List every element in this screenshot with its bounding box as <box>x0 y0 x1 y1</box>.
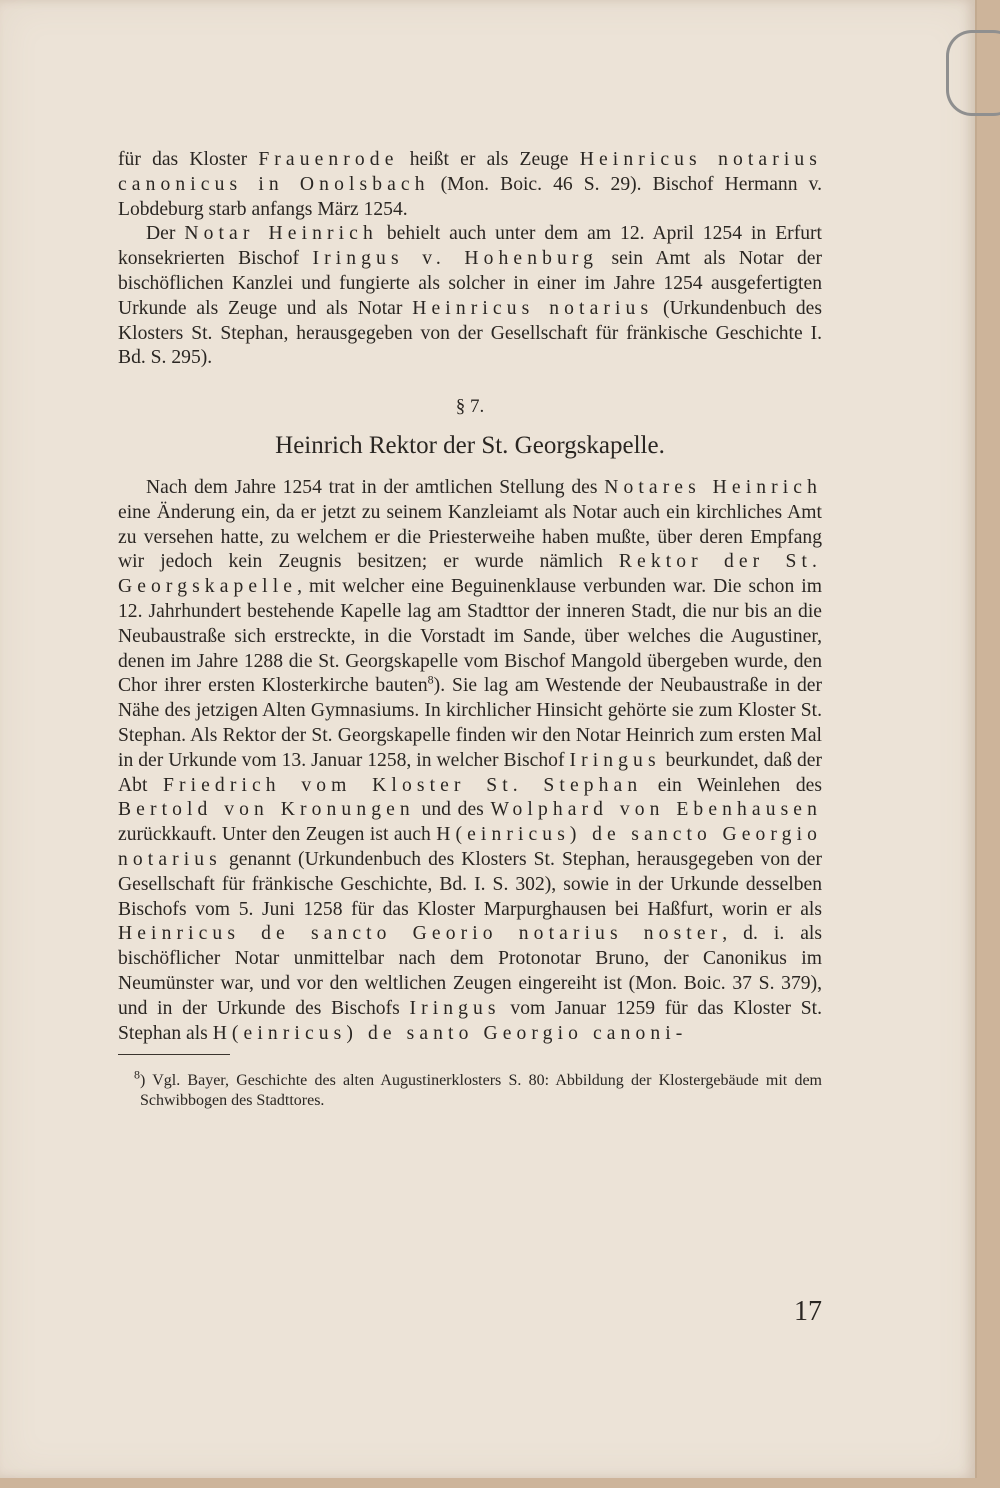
spaced-name: Heinricus de sancto Georio notarius noster <box>118 923 723 945</box>
footnote: $^8$) Vgl. Bayer, Geschichte des alten Augustinerklosters S. 80: Abbildung der Klostergebäude mit dem Schwibbogen des Stadttores. <box>134 1067 822 1110</box>
paragraph-1: für das Kloster Frauenrode heißt er als Zeuge Heinricus notarius canonicus in Onolsbach (Mon. Boic. 46 S. 29). Bischof Hermann v. Lobdeburg starb anfangs März 1254. <box>118 149 822 220</box>
spaced-name: Notar Heinrich <box>184 223 378 245</box>
spaced-name: Heinricus notarius canonicus in Onolsbach <box>118 149 822 195</box>
spaced-name: Iringus <box>409 997 501 1019</box>
spaced-name: Wolphard von Ebenhausen <box>490 799 822 821</box>
section-number: § 7. <box>455 396 485 418</box>
spaced-name: Notares Heinrich <box>604 476 822 498</box>
page-number: 17 <box>794 1296 822 1327</box>
paper-clip-icon <box>946 30 1000 116</box>
spaced-name: Heinricus notarius <box>412 297 654 319</box>
page-body <box>118 148 822 1127</box>
spaced-name: H(einricus) de sancto Georgio notarius <box>118 824 822 870</box>
spaced-name: Rektor der St. Georgskapelle <box>118 551 822 598</box>
spaced-name: Friedrich vom Kloster St. Stephan <box>162 774 643 796</box>
footnote-divider <box>118 1054 230 1055</box>
footnote-mark: 8 <box>134 1067 140 1082</box>
spaced-name: Bertold von Kronungen <box>118 799 415 821</box>
spaced-name: Iringus v. Hohenburg <box>312 248 599 270</box>
spaced-name: Frauenrode <box>258 149 399 170</box>
spaced-name: Iringus <box>569 749 661 771</box>
section-heading: Heinrich Rektor der St. Georgskapelle. <box>275 431 665 459</box>
paragraph-2: Der Notar Heinrich behielt auch unter dem am 12. April 1254 in Erfurt konsekrierten Bischof Iringus v. Hohenburg sein Amt als Notar der bischöflichen Kanzlei und fungierte als solcher in einer im Jahre 1254 ausgefertigten Urkunde als Zeuge und als Notar Heinricus notarius (Urkundenbuch des Klosters St. Stephan, herausgegeben von der Gesellschaft für fränkische Geschichte I. Bd. S. 295). <box>118 223 823 369</box>
paragraph-3: Nach dem Jahre 1254 trat in der amtlichen Stellung des Notares Heinrich eine Änderung ein, da er jetzt zu seinem Kanzleiamt als Notar auch ein kirchliches Amt zu versehen hatte, zu welchem er die Priesterweihe haben mußte, über deren Empfang wir jedoch kein Zeugnis besitzen; er wurde nämlich Rektor der St. Georgskapelle, mit welcher eine Beguinenklause verbunden war. Die schon im 12. Jahrhundert bestehende Kapelle lag am Stadttor der inneren Stadt, die nur bis an die Neubaustraße sich erstreckte, in die Vorstadt im Sande, über welches die Augustiner, denen im Jahre 1288 die St. Georgskapelle vom Bischof Mangold übergeben wurde, den Chor ihrer ersten Klosterkirche bauten$^8$). Sie lag am Westende der Neubaustraße in der Nähe des jetzigen Alten Gymnasiums. In kirchlicher Hinsicht gehörte sie zum Kloster St. Stephan. Als Rektor der St. Georgskapelle finden wir den Notar Heinrich zum ersten Mal in der Urkunde vom 13. Januar 1258, in welcher Bischof Iringus beurkundet, daß der Abt Friedrich vom Kloster St. Stephan ein Weinlehen des Bertold von Kronungen und des Wolphard von Ebenhausen zurückkauft. Unter den Zeugen ist auch H(einricus) de sancto Georgio notarius genannt (Urkundenbuch des Klosters St. Stephan, herausgegeben von der Gesellschaft für fränkische Geschichte, Bd. I. S. 302), sowie in der Urkunde desselben Bischofs vom 5. Juni 1258 für das Kloster Marpurghausen bei Haßfurt, worin er als Heinricus de sancto Georio notarius noster, d. i. als bischöflicher Notar unmittelbar nach dem Protonotar Bruno, der Canonikus im Neumünster war, und vor den weltlichen Zeugen eingereiht ist (Mon. Boic. 37 S. 379), und in der Urkunde des Bischofs Iringus vom Januar 1259 für das Kloster St. Stephan als H(einricus) de santo Georgio canoni- <box>118 476 823 1044</box>
footnote-reference: 8 <box>427 672 434 687</box>
spaced-name: H(einricus) de santo Georgio canoni- <box>212 1022 688 1044</box>
